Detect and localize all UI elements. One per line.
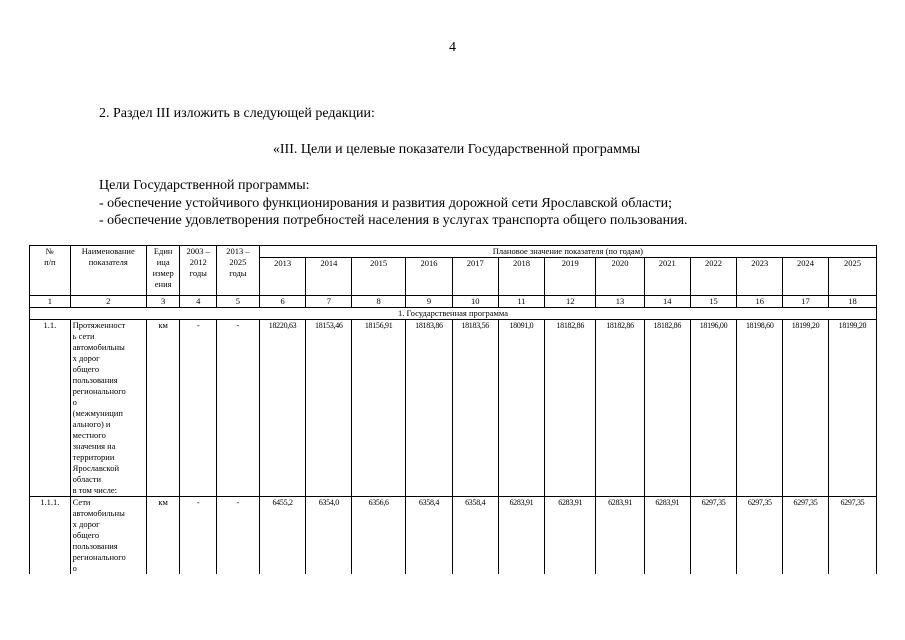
row-year-value: 6297,35 — [828, 497, 876, 575]
header-year: 2019 — [545, 258, 596, 296]
header-num: № п/п — [30, 246, 71, 296]
row-year-value: 6297,35 — [737, 497, 783, 575]
row-year-value: 6283,91 — [596, 497, 645, 575]
indicator-name-line: ального) и — [72, 419, 111, 429]
row-year-value: 18091,0 — [498, 320, 545, 497]
row-year-value: 6358,4 — [452, 497, 498, 575]
indicator-name-line: регионального — [72, 386, 126, 396]
row-period-2013-2025: - — [217, 497, 260, 575]
column-number: 13 — [596, 296, 645, 308]
header-year: 2013 — [259, 258, 306, 296]
indicator-name-line: регионального — [72, 552, 126, 562]
indicator-name-line: пользования — [72, 375, 118, 385]
row-year-value: 18153,46 — [306, 320, 352, 497]
row-year-value: 18182,86 — [545, 320, 596, 497]
indicator-name-line: общего — [72, 530, 100, 540]
goal-item: - обеспечение устойчивого функционирования и развития дорожной сети Ярославской области; — [99, 196, 672, 211]
row-year-value: 6297,35 — [690, 497, 737, 575]
row-year-value: 6455,2 — [259, 497, 306, 575]
column-number: 18 — [828, 296, 876, 308]
row-year-value: 18199,20 — [783, 320, 829, 497]
row-number: 1.1. — [30, 320, 71, 497]
row-year-value: 18198,60 — [737, 320, 783, 497]
goals-heading: Цели Государственной программы: — [99, 178, 310, 193]
row-indicator-name — [70, 497, 146, 575]
row-period-2003-2012: - — [180, 497, 217, 575]
header-year: 2024 — [783, 258, 829, 296]
column-number: 7 — [306, 296, 352, 308]
row-year-value: 18182,86 — [596, 320, 645, 497]
header-year: 2014 — [306, 258, 352, 296]
header-row — [30, 246, 877, 258]
indicator-name-line: автомобильны — [72, 342, 125, 352]
column-number: 8 — [352, 296, 406, 308]
column-number: 17 — [783, 296, 829, 308]
header-year: 2017 — [452, 258, 498, 296]
column-number: 5 — [217, 296, 260, 308]
row-year-value: 18196,00 — [690, 320, 737, 497]
header-year: 2020 — [596, 258, 645, 296]
section-row — [30, 308, 877, 320]
header-unit: Един ица измер ения — [146, 246, 180, 296]
header-year: 2016 — [406, 258, 453, 296]
indicators-table — [29, 245, 877, 574]
indicator-name-line: местного — [72, 430, 106, 440]
row-year-value: 18183,86 — [406, 320, 453, 497]
row-unit: км — [146, 320, 180, 497]
indicator-name-line: пользования — [72, 541, 118, 551]
header-year: 2015 — [352, 258, 406, 296]
row-year-value: 6358,4 — [406, 497, 453, 575]
table-row — [30, 320, 877, 497]
indicator-name-line: ь сети — [72, 331, 95, 341]
indicator-name-line: значения на — [72, 441, 116, 451]
column-number: 11 — [498, 296, 545, 308]
row-year-value: 18199,20 — [828, 320, 876, 497]
column-numbers-row — [30, 296, 877, 308]
header-year: 2021 — [644, 258, 690, 296]
column-number: 6 — [259, 296, 306, 308]
row-period-2003-2012: - — [180, 320, 217, 497]
header-year: 2023 — [737, 258, 783, 296]
indicator-name-line: х дорог — [72, 353, 100, 363]
indicator-name-line: в том числе: — [72, 485, 117, 495]
header-planned-values: Плановое значение показателя (по годам) — [259, 246, 876, 258]
header-name: Наименование показателя — [70, 246, 146, 296]
column-number: 12 — [545, 296, 596, 308]
indicator-name-line: территории — [72, 452, 115, 462]
row-year-value: 6283,91 — [498, 497, 545, 575]
header-year: 2025 — [828, 258, 876, 296]
section-title: «III. Цели и целевые показатели Государственной программы — [272, 142, 641, 157]
header-year: 2022 — [690, 258, 737, 296]
indicator-name-line: о — [72, 397, 77, 407]
indicator-name-line: (межмуницип — [72, 408, 123, 418]
column-number: 1 — [30, 296, 71, 308]
indicator-name-line: о — [72, 563, 77, 573]
indicator-name-line: общего — [72, 364, 100, 374]
row-year-value: 18220,63 — [259, 320, 306, 497]
row-year-value: 6354,0 — [306, 497, 352, 575]
section-intro: 2. Раздел III изложить в следующей редакции: — [99, 106, 375, 121]
row-year-value: 6283,91 — [644, 497, 690, 575]
column-number: 2 — [70, 296, 146, 308]
row-year-value: 18182,86 — [644, 320, 690, 497]
row-unit: км — [146, 497, 180, 575]
column-number: 10 — [452, 296, 498, 308]
header-year: 2018 — [498, 258, 545, 296]
row-number: 1.1.1. — [30, 497, 71, 575]
row-indicator-name — [70, 320, 146, 497]
row-year-value: 6283,91 — [545, 497, 596, 575]
column-number: 14 — [644, 296, 690, 308]
column-number: 9 — [406, 296, 453, 308]
row-year-value: 18183,56 — [452, 320, 498, 497]
header-period-2003-2012: 2003 – 2012 годы — [180, 246, 217, 296]
section-row-label: 1. Государственная программа — [30, 308, 877, 320]
indicator-name-line: Сети — [72, 497, 91, 507]
column-number: 16 — [737, 296, 783, 308]
indicator-name-line: автомобильны — [72, 508, 125, 518]
indicator-name-line: х дорог — [72, 519, 100, 529]
table-row — [30, 497, 877, 575]
indicator-name-line: области — [72, 474, 102, 484]
row-year-value: 6297,35 — [783, 497, 829, 575]
row-year-value: 6356,6 — [352, 497, 406, 575]
indicator-name-line: Протяженност — [72, 320, 126, 330]
goal-item: - обеспечение удовлетворения потребностей населения в услугах транспорта общего пользования. — [99, 213, 688, 228]
row-year-value: 18156,91 — [352, 320, 406, 497]
indicator-name-line: Ярославской — [72, 463, 120, 473]
row-period-2013-2025: - — [217, 320, 260, 497]
page-number: 4 — [449, 40, 456, 55]
header-period-2013-2025: 2013 – 2025 годы — [217, 246, 260, 296]
column-number: 15 — [690, 296, 737, 308]
column-number: 4 — [180, 296, 217, 308]
column-number: 3 — [146, 296, 180, 308]
